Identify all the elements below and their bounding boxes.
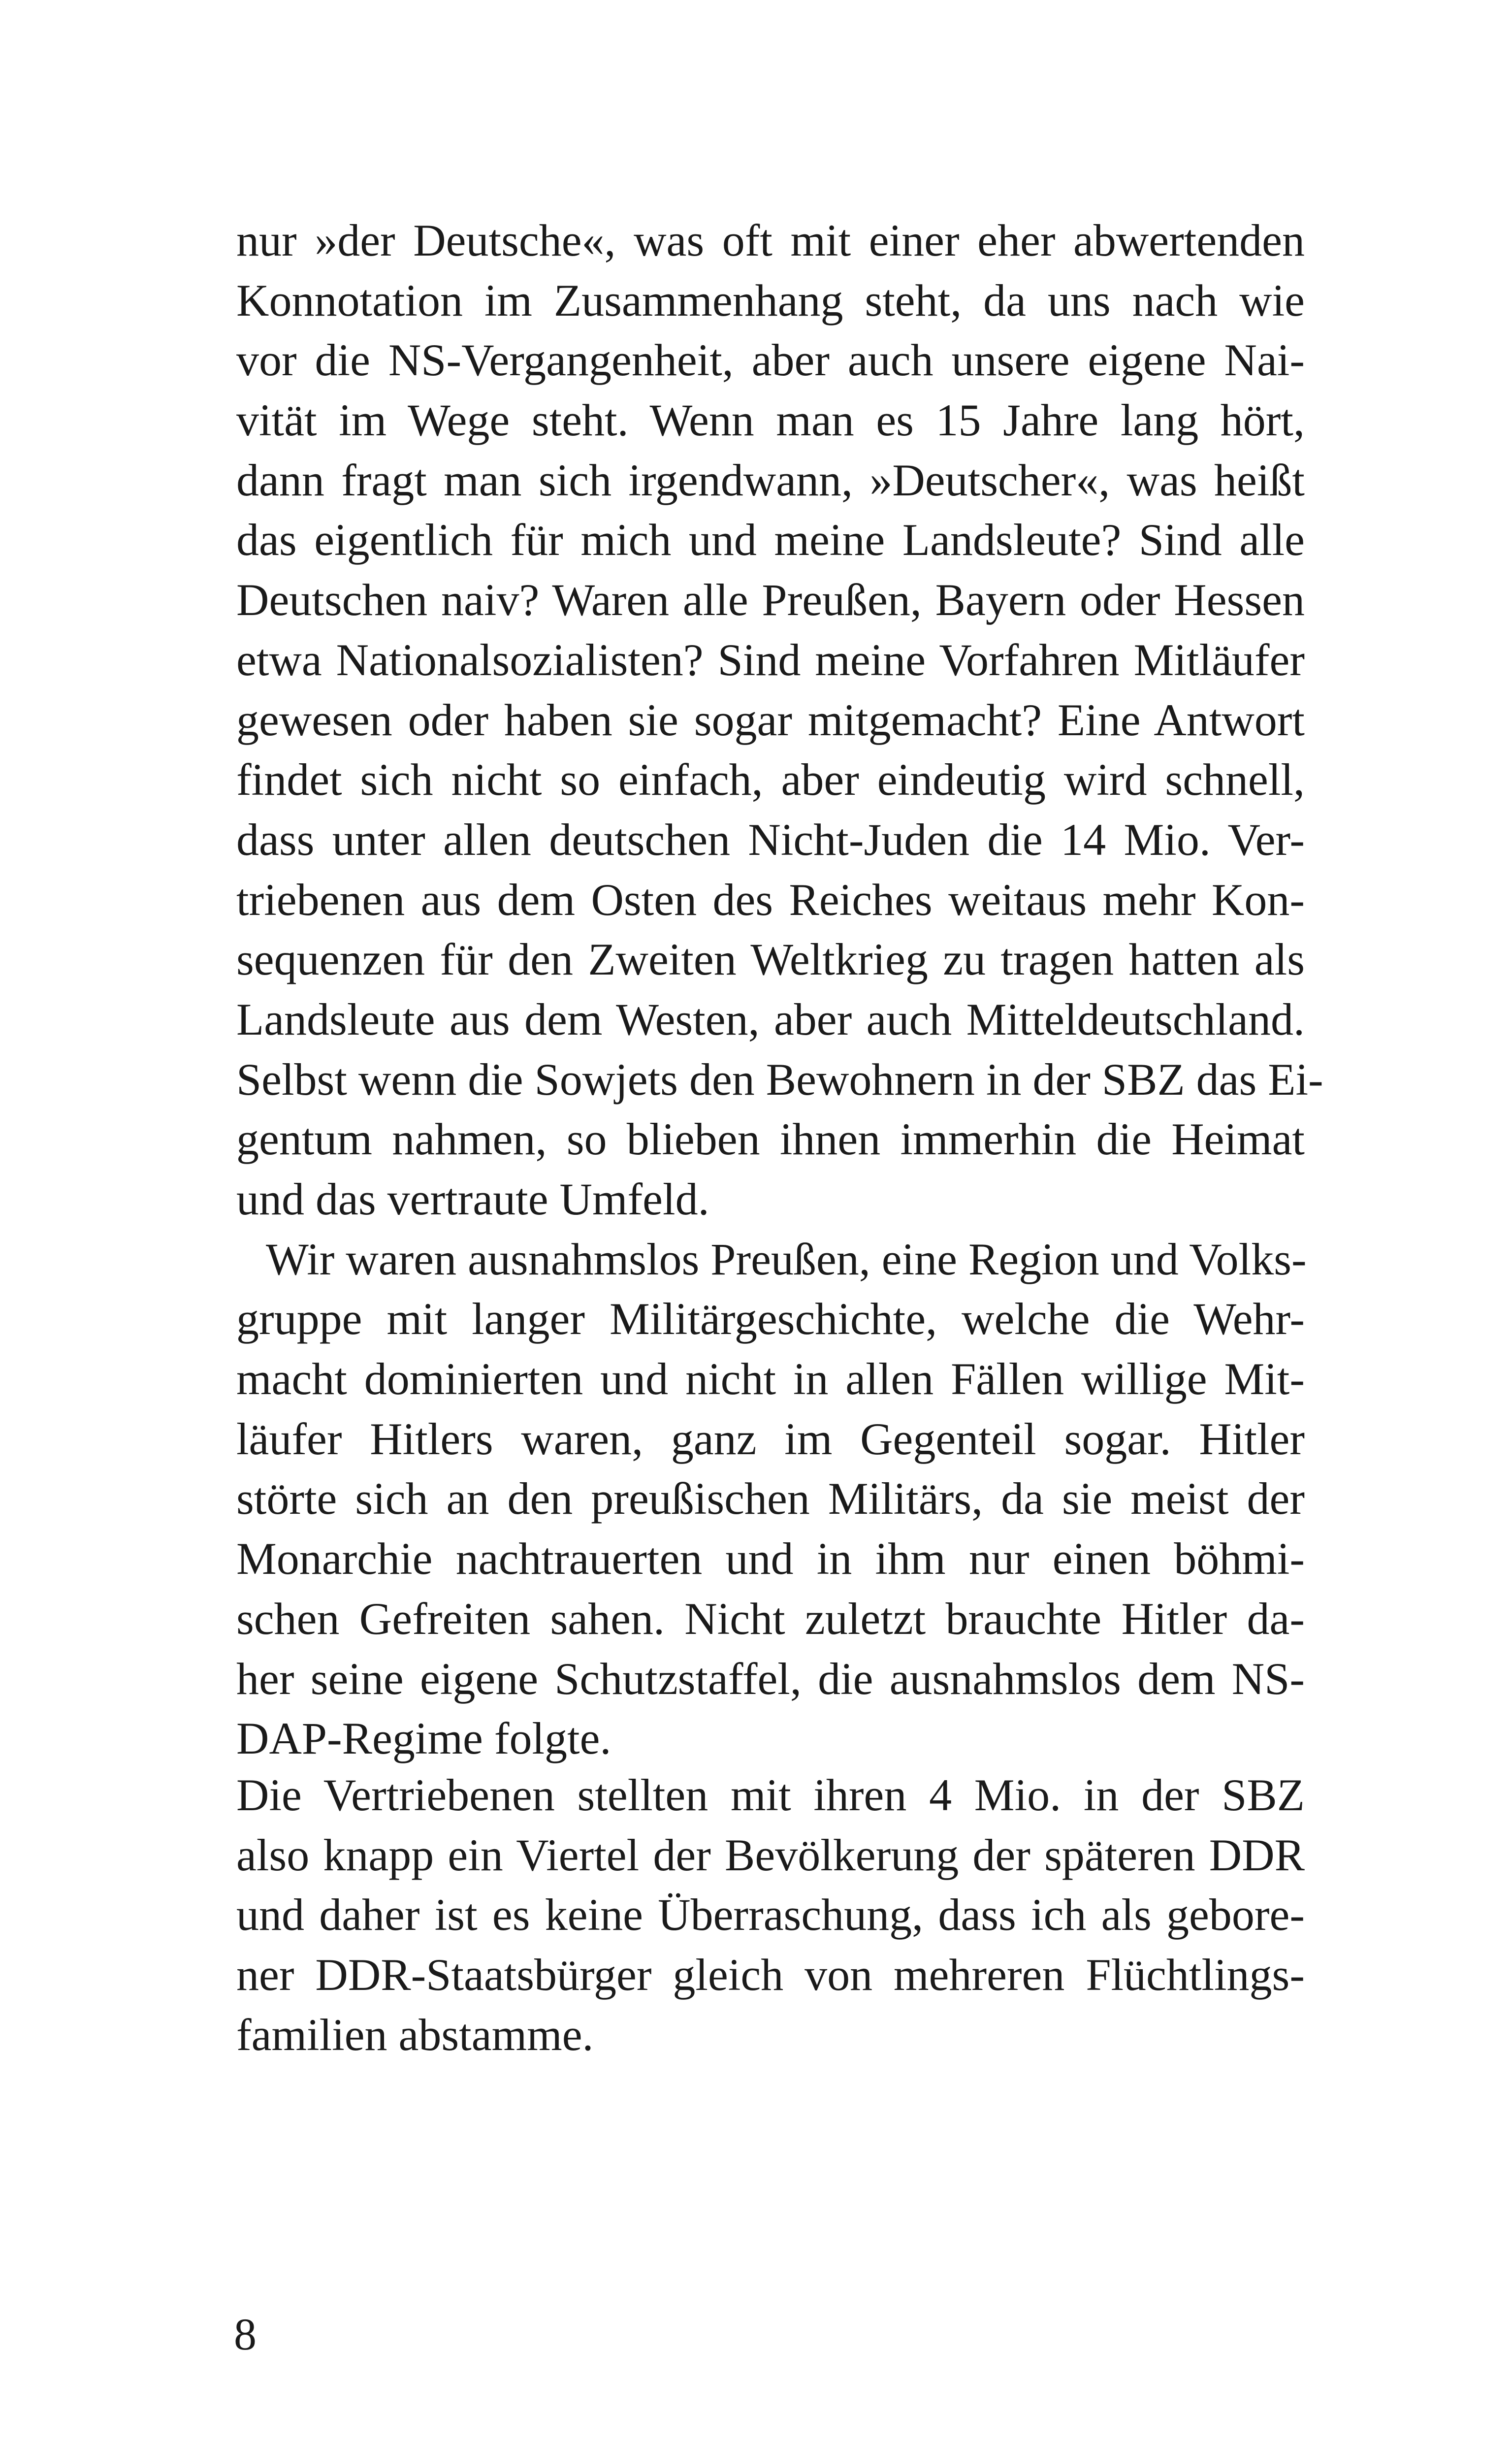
page-number: 8 bbox=[234, 2309, 257, 2359]
text-line: dass unter allen deutschen Nicht-Juden die 14 Mio. Ver- bbox=[236, 814, 1305, 865]
text-line: findet sich nicht so einfach, aber eindeutig wird schnell, bbox=[236, 754, 1305, 805]
text-line: gewesen oder haben sie sogar mitgemacht? Eine Antwort bbox=[236, 694, 1305, 745]
text-line: sequenzen für den Zweiten Weltkrieg zu tragen hatten als bbox=[236, 934, 1305, 985]
paragraph bbox=[236, 211, 1323, 1230]
text-line: ner DDR-Staatsbürger gleich von mehreren Flüchtlings- bbox=[236, 1950, 1305, 2000]
text-line: also knapp ein Viertel der Bevölkerung der späteren DDR bbox=[236, 1829, 1305, 1880]
text-line: läufer Hitlers waren, ganz im Gegenteil sogar. Hitler bbox=[236, 1413, 1305, 1464]
text-line: Konnotation im Zusammenhang steht, da uns nach wie bbox=[236, 275, 1305, 326]
text-line: familien abstamme. bbox=[236, 2009, 594, 2060]
text-line: schen Gefreiten sahen. Nicht zuletzt brauchte Hitler da- bbox=[236, 1593, 1305, 1644]
text-line: gentum nahmen, so blieben ihnen immerhin die Heimat bbox=[236, 1114, 1305, 1165]
text-line: triebenen aus dem Osten des Reiches weitaus mehr Kon- bbox=[236, 874, 1305, 925]
text-line: etwa Nationalsozialisten? Sind meine Vorfahren Mitläufer bbox=[236, 634, 1305, 685]
text-line: Wir waren ausnahmslos Preußen, eine Region und Volks- bbox=[266, 1234, 1307, 1284]
text-line: Die Vertriebenen stellten mit ihren 4 Mio. in der SBZ bbox=[236, 1770, 1305, 1820]
text-line: das eigentlich für mich und meine Landsleute? Sind alle bbox=[236, 515, 1305, 565]
text-line: Monarchie nachtrauerten und in ihm nur einen böhmi- bbox=[236, 1533, 1305, 1584]
paragraph bbox=[236, 1765, 1305, 2065]
text-line: nur »der Deutsche«, was oft mit einer eher abwertenden bbox=[236, 215, 1305, 265]
text-line: macht dominierten und nicht in allen Fällen willige Mit- bbox=[236, 1354, 1305, 1404]
text-line: dann fragt man sich irgendwann, »Deutscher«, was heißt bbox=[236, 455, 1305, 505]
text-line: gruppe mit langer Militärgeschichte, welche die Wehr- bbox=[236, 1294, 1305, 1344]
text-line: Deutschen naiv? Waren alle Preußen, Bayern oder Hessen bbox=[236, 575, 1305, 625]
text-line: Selbst wenn die Sowjets den Bewohnern in der SBZ das Ei- bbox=[236, 1054, 1323, 1105]
body-text bbox=[236, 1765, 1305, 2065]
text-line: Landsleute aus dem Westen, aber auch Mitteldeutschland. bbox=[236, 994, 1305, 1044]
text-line: und das vertraute Umfeld. bbox=[236, 1174, 709, 1224]
body-text bbox=[236, 211, 1323, 1769]
text-line: vität im Wege steht. Wenn man es 15 Jahre lang hört, bbox=[236, 395, 1305, 446]
text-line: her seine eigene Schutzstaffel, die ausnahmslos dem NS- bbox=[236, 1653, 1305, 1704]
text-line: und daher ist es keine Überraschung, dass ich als gebore- bbox=[236, 1889, 1305, 1940]
text-line: vor die NS-Vergangenheit, aber auch unsere eigene Nai- bbox=[236, 335, 1305, 386]
text-line: störte sich an den preußischen Militärs, da sie meist der bbox=[236, 1473, 1305, 1524]
text-line: DAP-Regime folgte. bbox=[236, 1713, 611, 1764]
paragraph bbox=[236, 1230, 1305, 1769]
